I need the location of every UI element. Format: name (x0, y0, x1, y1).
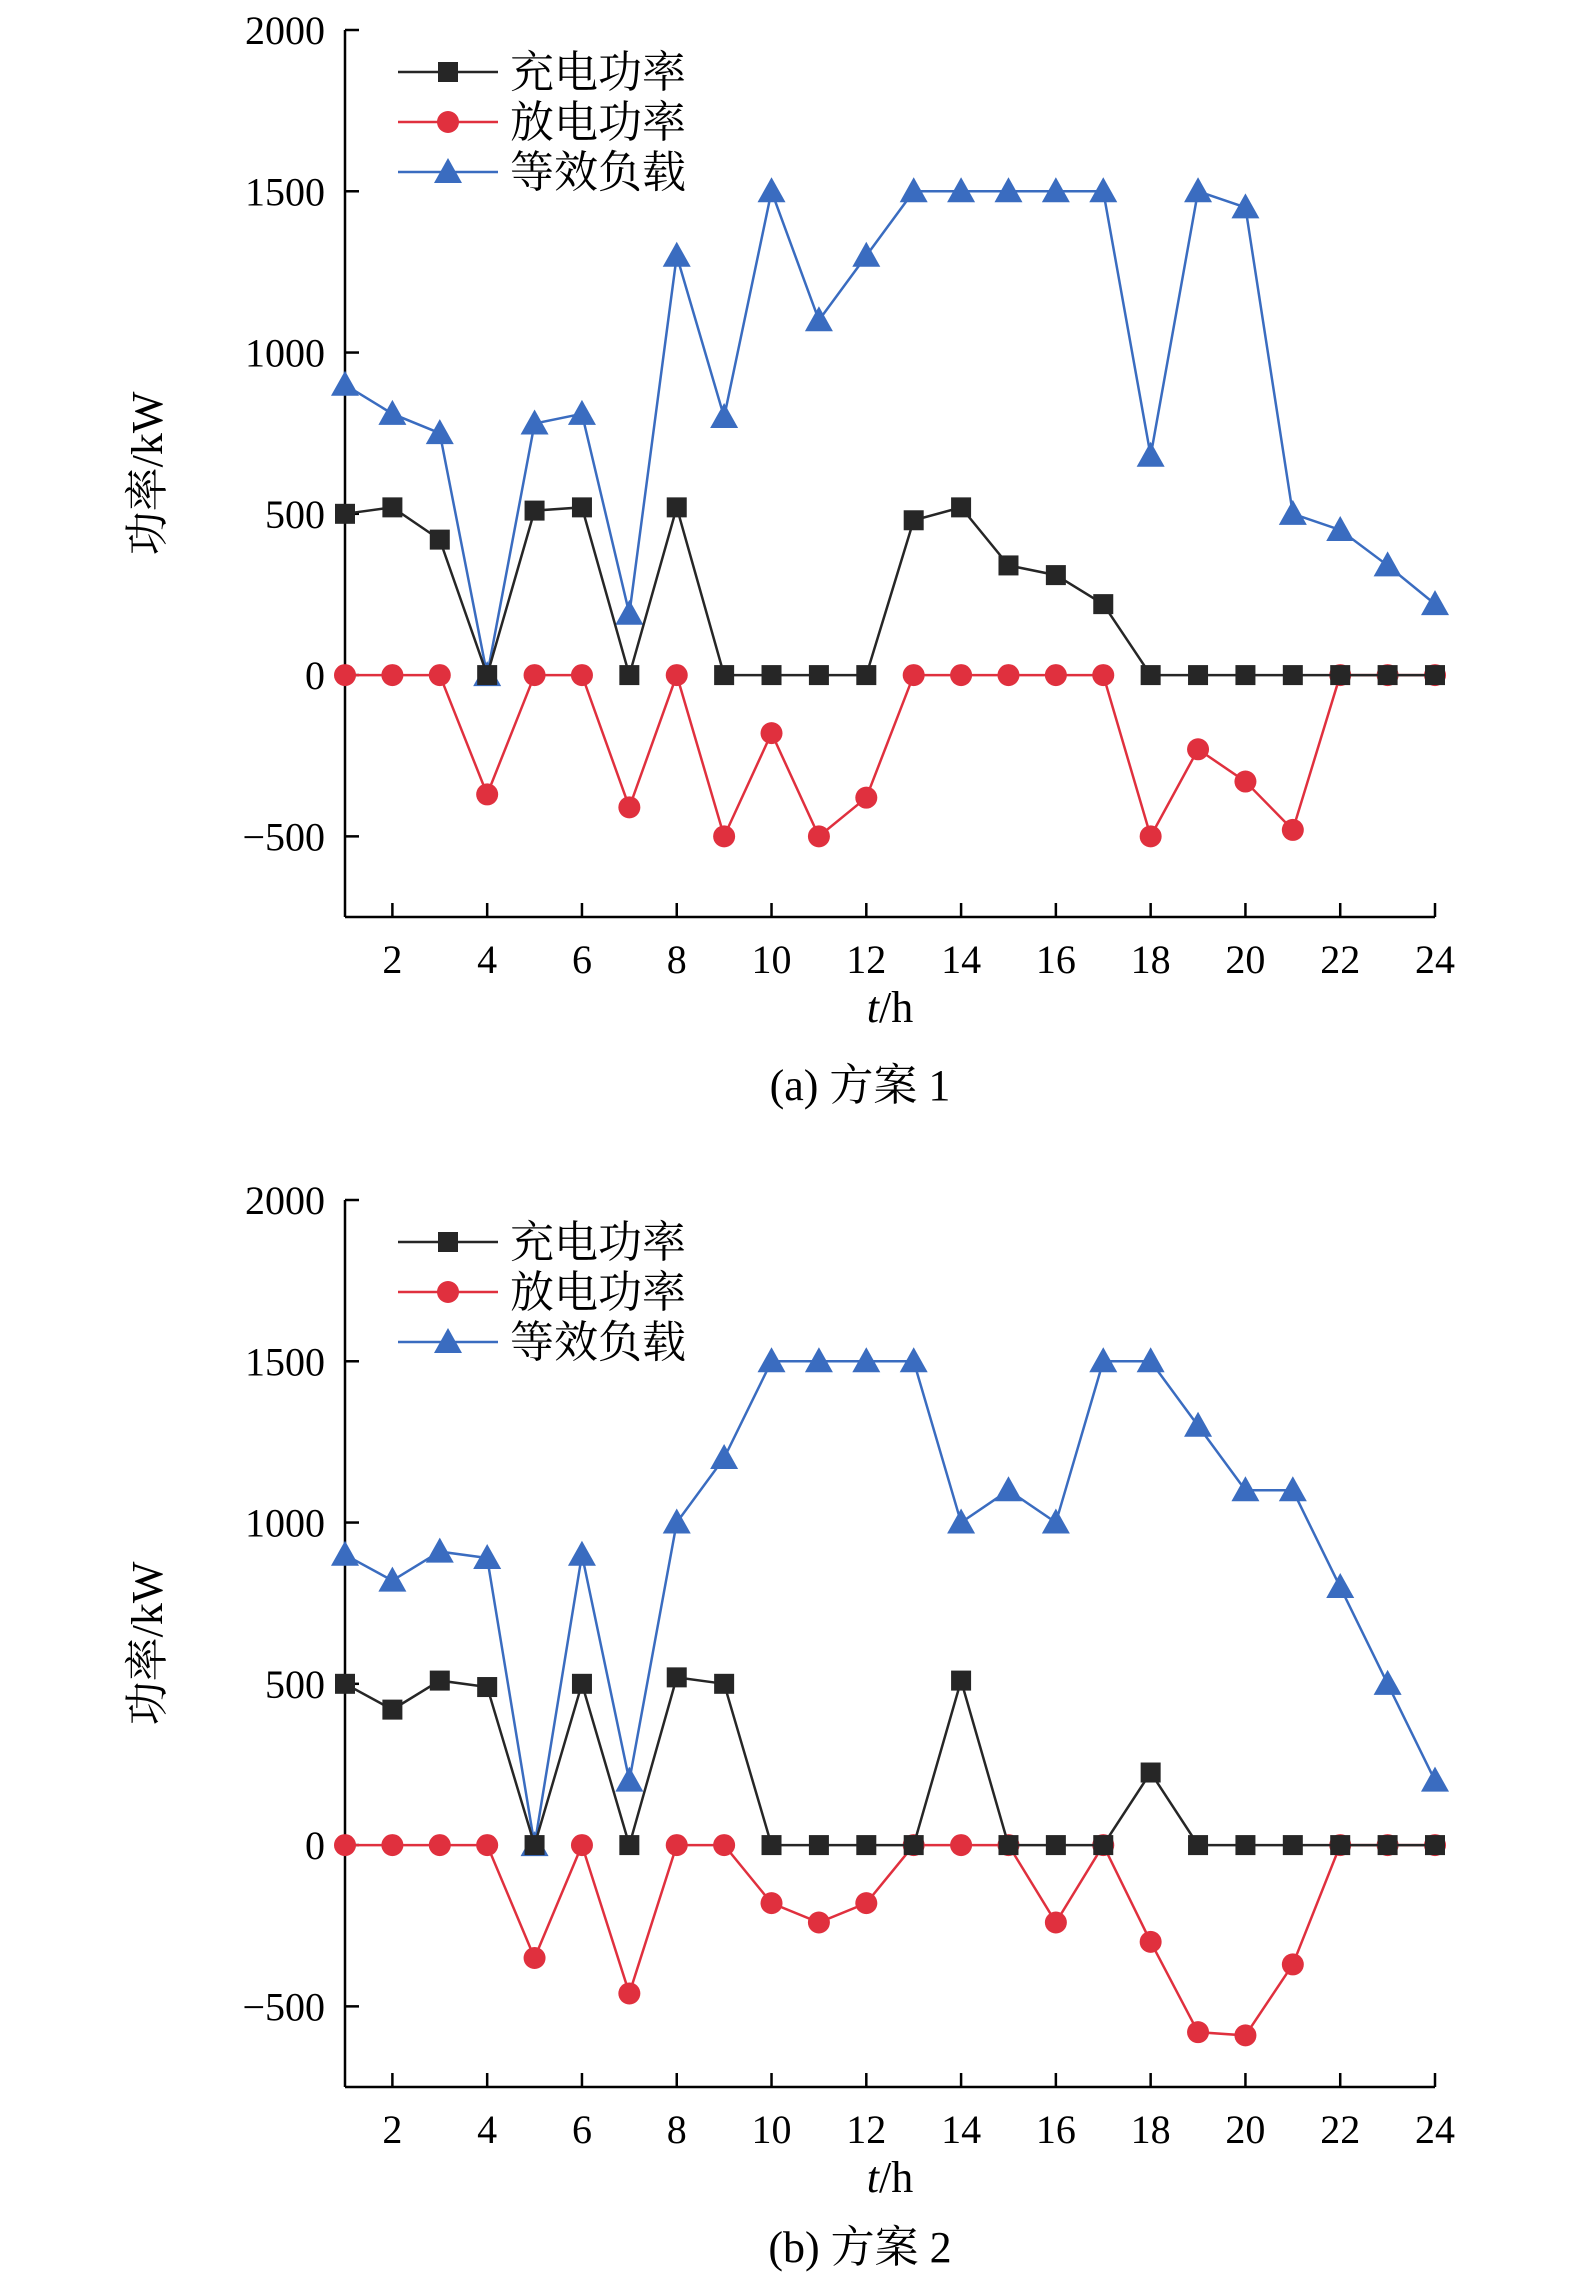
data-point-circle (437, 1281, 459, 1303)
x-axis-label-unit: /h (879, 2153, 914, 2202)
data-point-circle (855, 1892, 877, 1914)
y-tick-label: 2000 (245, 1178, 325, 1223)
data-point-square (1093, 594, 1113, 614)
data-point-square (1093, 1835, 1113, 1855)
data-point-circle (1045, 1912, 1067, 1934)
data-point-square (438, 62, 458, 82)
y-tick-label: 500 (265, 491, 325, 537)
data-point-square (1425, 1835, 1445, 1855)
data-point-square (1188, 1835, 1208, 1855)
legend-label: 等效负载 (510, 1318, 686, 1367)
x-tick-label: 22 (1320, 937, 1361, 982)
series-triangle (331, 177, 1449, 686)
legend (398, 48, 686, 197)
data-point-triangle (568, 1541, 596, 1566)
data-point-square (335, 504, 355, 524)
y-tick-label: 1000 (245, 330, 325, 376)
data-point-triangle (1089, 1347, 1117, 1372)
data-point-circle (1140, 1931, 1162, 1953)
data-point-circle (1234, 2024, 1256, 2046)
data-point-triangle (1042, 177, 1070, 202)
data-point-square (762, 665, 782, 685)
data-point-triangle (994, 1476, 1022, 1501)
legend-item (398, 1318, 686, 1367)
legend-item (398, 98, 686, 147)
data-point-triangle (426, 1538, 454, 1563)
y-tick-label: 1500 (245, 169, 325, 215)
series-square (335, 497, 1445, 685)
data-point-circle (808, 1912, 830, 1934)
x-tick-label: 6 (571, 2107, 592, 2152)
data-point-circle (1234, 771, 1256, 793)
data-point-circle (950, 1834, 972, 1856)
data-point-square (1378, 665, 1398, 685)
data-point-square (1141, 665, 1161, 685)
series-circle (334, 1834, 1446, 2046)
data-point-square (1425, 665, 1445, 685)
panel-caption: (b) 方案 2 (768, 2223, 952, 2272)
data-point-square (430, 1671, 450, 1691)
data-point-square (856, 1835, 876, 1855)
data-point-square (438, 1232, 458, 1252)
data-point-triangle (1374, 1670, 1402, 1695)
data-point-triangle (758, 1347, 786, 1372)
data-point-square (667, 497, 687, 517)
data-point-square (904, 510, 924, 530)
data-point-triangle (1184, 177, 1212, 202)
y-tick-label: −500 (242, 814, 325, 860)
data-point-triangle (1137, 442, 1165, 467)
data-point-circle (437, 111, 459, 133)
data-point-triangle (615, 600, 643, 625)
data-point-circle (476, 783, 498, 805)
x-tick-label: 16 (1035, 937, 1076, 982)
data-point-square (525, 501, 545, 521)
data-point-square (809, 1835, 829, 1855)
data-point-square (619, 1835, 639, 1855)
x-tick-label: 16 (1035, 2107, 1076, 2152)
x-tick-label: 14 (941, 2107, 982, 2152)
data-point-square (1188, 665, 1208, 685)
data-point-square (1378, 1835, 1398, 1855)
data-point-circle (761, 722, 783, 744)
y-tick-label: 0 (305, 653, 325, 699)
data-point-triangle (1374, 551, 1402, 576)
data-point-circle (997, 664, 1019, 686)
data-point-circle (761, 1892, 783, 1914)
data-point-triangle (1042, 1509, 1070, 1534)
data-point-circle (808, 825, 830, 847)
legend-item (398, 1268, 686, 1317)
data-point-triangle (331, 1541, 359, 1566)
series-line (345, 1845, 1435, 2035)
data-point-triangle (1231, 193, 1259, 218)
data-point-triangle (805, 306, 833, 331)
data-point-square (856, 665, 876, 685)
y-tick-label: 500 (265, 1661, 325, 1707)
x-tick-label: 2 (382, 2107, 403, 2152)
series-square (335, 1667, 1445, 1855)
x-axis-label-var: t (866, 983, 879, 1032)
legend-label: 放电功率 (510, 1268, 686, 1317)
data-point-square (1141, 1763, 1161, 1783)
data-point-circle (1092, 664, 1114, 686)
data-point-triangle (1326, 1573, 1354, 1598)
data-point-circle (1045, 664, 1067, 686)
data-point-square (951, 497, 971, 517)
data-point-square (572, 497, 592, 517)
x-tick-label: 6 (571, 937, 592, 982)
data-point-square (1330, 1835, 1350, 1855)
data-point-circle (571, 1834, 593, 1856)
x-axis-label (867, 2153, 913, 2202)
legend-label: 充电功率 (510, 1218, 686, 1267)
data-point-circle (381, 1834, 403, 1856)
data-point-circle (618, 1982, 640, 2004)
data-point-square (335, 1674, 355, 1694)
data-point-square (809, 665, 829, 685)
data-point-circle (950, 664, 972, 686)
x-tick-label: 20 (1225, 937, 1266, 982)
data-point-triangle (805, 1347, 833, 1372)
series-line (345, 1361, 1435, 1845)
data-point-circle (903, 664, 925, 686)
data-point-triangle (852, 1347, 880, 1372)
data-point-triangle (900, 1347, 928, 1372)
y-axis-label: 功率/kW (123, 1561, 172, 1726)
x-tick-label: 4 (477, 2107, 498, 2152)
data-point-triangle (1184, 1412, 1212, 1437)
x-tick-label: 2 (382, 937, 403, 982)
data-point-triangle (434, 158, 462, 183)
data-point-square (714, 1674, 734, 1694)
data-point-triangle (1421, 590, 1449, 615)
data-point-square (382, 1700, 402, 1720)
y-tick-label: 2000 (245, 8, 325, 53)
data-point-triangle (1421, 1767, 1449, 1792)
y-tick-label: −500 (242, 1984, 325, 2030)
data-point-triangle (710, 1444, 738, 1469)
data-point-triangle (1279, 500, 1307, 525)
y-axis-label: 功率/kW (123, 391, 172, 556)
data-point-square (430, 530, 450, 550)
x-tick-label: 20 (1225, 2107, 1266, 2152)
data-point-square (904, 1835, 924, 1855)
data-point-circle (1140, 825, 1162, 847)
data-point-square (477, 1677, 497, 1697)
data-point-square (998, 555, 1018, 575)
data-point-square (619, 665, 639, 685)
data-point-triangle (426, 419, 454, 444)
data-point-circle (476, 1834, 498, 1856)
panel-caption: (a) 方案 1 (769, 1061, 951, 1110)
data-point-square (1235, 665, 1255, 685)
legend (398, 1218, 686, 1367)
data-point-square (382, 497, 402, 517)
legend-item (398, 148, 686, 197)
data-point-triangle (947, 1509, 975, 1534)
x-tick-label: 4 (477, 937, 498, 982)
data-point-triangle (852, 242, 880, 267)
x-tick-label: 24 (1415, 937, 1455, 982)
data-point-circle (713, 825, 735, 847)
x-tick-label: 8 (666, 2107, 687, 2152)
x-axis-label-unit: /h (879, 983, 914, 1032)
data-point-triangle (378, 1567, 406, 1592)
data-point-square (1330, 665, 1350, 685)
data-point-circle (334, 1834, 356, 1856)
data-point-circle (666, 664, 688, 686)
data-point-triangle (1089, 177, 1117, 202)
series-line (345, 675, 1435, 836)
x-tick-label: 12 (846, 937, 887, 982)
data-point-circle (524, 664, 546, 686)
x-tick-label: 10 (751, 937, 792, 982)
data-point-circle (855, 787, 877, 809)
series-triangle (331, 1347, 1449, 1856)
data-point-triangle (947, 177, 975, 202)
data-point-circle (524, 1947, 546, 1969)
series-circle (334, 664, 1446, 847)
data-point-circle (429, 1834, 451, 1856)
data-point-circle (713, 1834, 735, 1856)
data-point-circle (1187, 738, 1209, 760)
data-point-triangle (615, 1767, 643, 1792)
data-point-square (1046, 565, 1066, 585)
data-point-triangle (1326, 516, 1354, 541)
data-point-triangle (568, 400, 596, 425)
data-point-triangle (434, 1328, 462, 1353)
data-point-square (1283, 1835, 1303, 1855)
legend-label: 充电功率 (510, 48, 686, 97)
x-tick-label: 24 (1415, 2107, 1455, 2152)
data-point-triangle (378, 400, 406, 425)
data-point-circle (1187, 2021, 1209, 2043)
legend-item (398, 48, 686, 97)
y-tick-label: 1000 (245, 1500, 325, 1546)
data-point-square (1283, 665, 1303, 685)
y-tick-label: 1500 (245, 1339, 325, 1385)
data-point-circle (666, 1834, 688, 1856)
data-point-circle (618, 796, 640, 818)
data-point-circle (571, 664, 593, 686)
data-point-triangle (994, 177, 1022, 202)
data-point-triangle (1279, 1476, 1307, 1501)
data-point-square (525, 1835, 545, 1855)
data-point-triangle (1231, 1476, 1259, 1501)
data-point-square (762, 1835, 782, 1855)
data-point-square (572, 1674, 592, 1694)
data-point-triangle (331, 371, 359, 396)
data-point-square (1235, 1835, 1255, 1855)
data-point-triangle (1137, 1347, 1165, 1372)
chart-panel-b (123, 1178, 1455, 2272)
x-axis-label (867, 983, 913, 1032)
data-point-triangle (900, 177, 928, 202)
data-point-triangle (710, 403, 738, 428)
data-point-circle (334, 664, 356, 686)
x-axis-label-var: t (866, 2153, 879, 2202)
x-tick-label: 8 (666, 937, 687, 982)
data-point-square (951, 1671, 971, 1691)
x-tick-label: 14 (941, 937, 982, 982)
x-tick-label: 12 (846, 2107, 887, 2152)
legend-item (398, 1218, 686, 1267)
data-point-square (714, 665, 734, 685)
data-point-triangle (663, 1509, 691, 1534)
data-point-circle (381, 664, 403, 686)
data-point-circle (1282, 1953, 1304, 1975)
legend-label: 等效负载 (510, 148, 686, 197)
data-point-square (1046, 1835, 1066, 1855)
data-point-square (998, 1835, 1018, 1855)
data-point-triangle (758, 177, 786, 202)
data-point-square (477, 665, 497, 685)
chart-panel-a (123, 8, 1455, 1110)
x-tick-label: 22 (1320, 2107, 1361, 2152)
x-tick-label: 18 (1130, 2107, 1171, 2152)
x-tick-label: 18 (1130, 937, 1171, 982)
data-point-circle (429, 664, 451, 686)
x-tick-label: 10 (751, 2107, 792, 2152)
series-line (345, 507, 1435, 675)
data-point-square (667, 1667, 687, 1687)
data-point-circle (1282, 819, 1304, 841)
data-point-triangle (663, 242, 691, 267)
series-line (345, 1677, 1435, 1845)
legend-label: 放电功率 (510, 98, 686, 147)
y-tick-label: 0 (305, 1823, 325, 1869)
